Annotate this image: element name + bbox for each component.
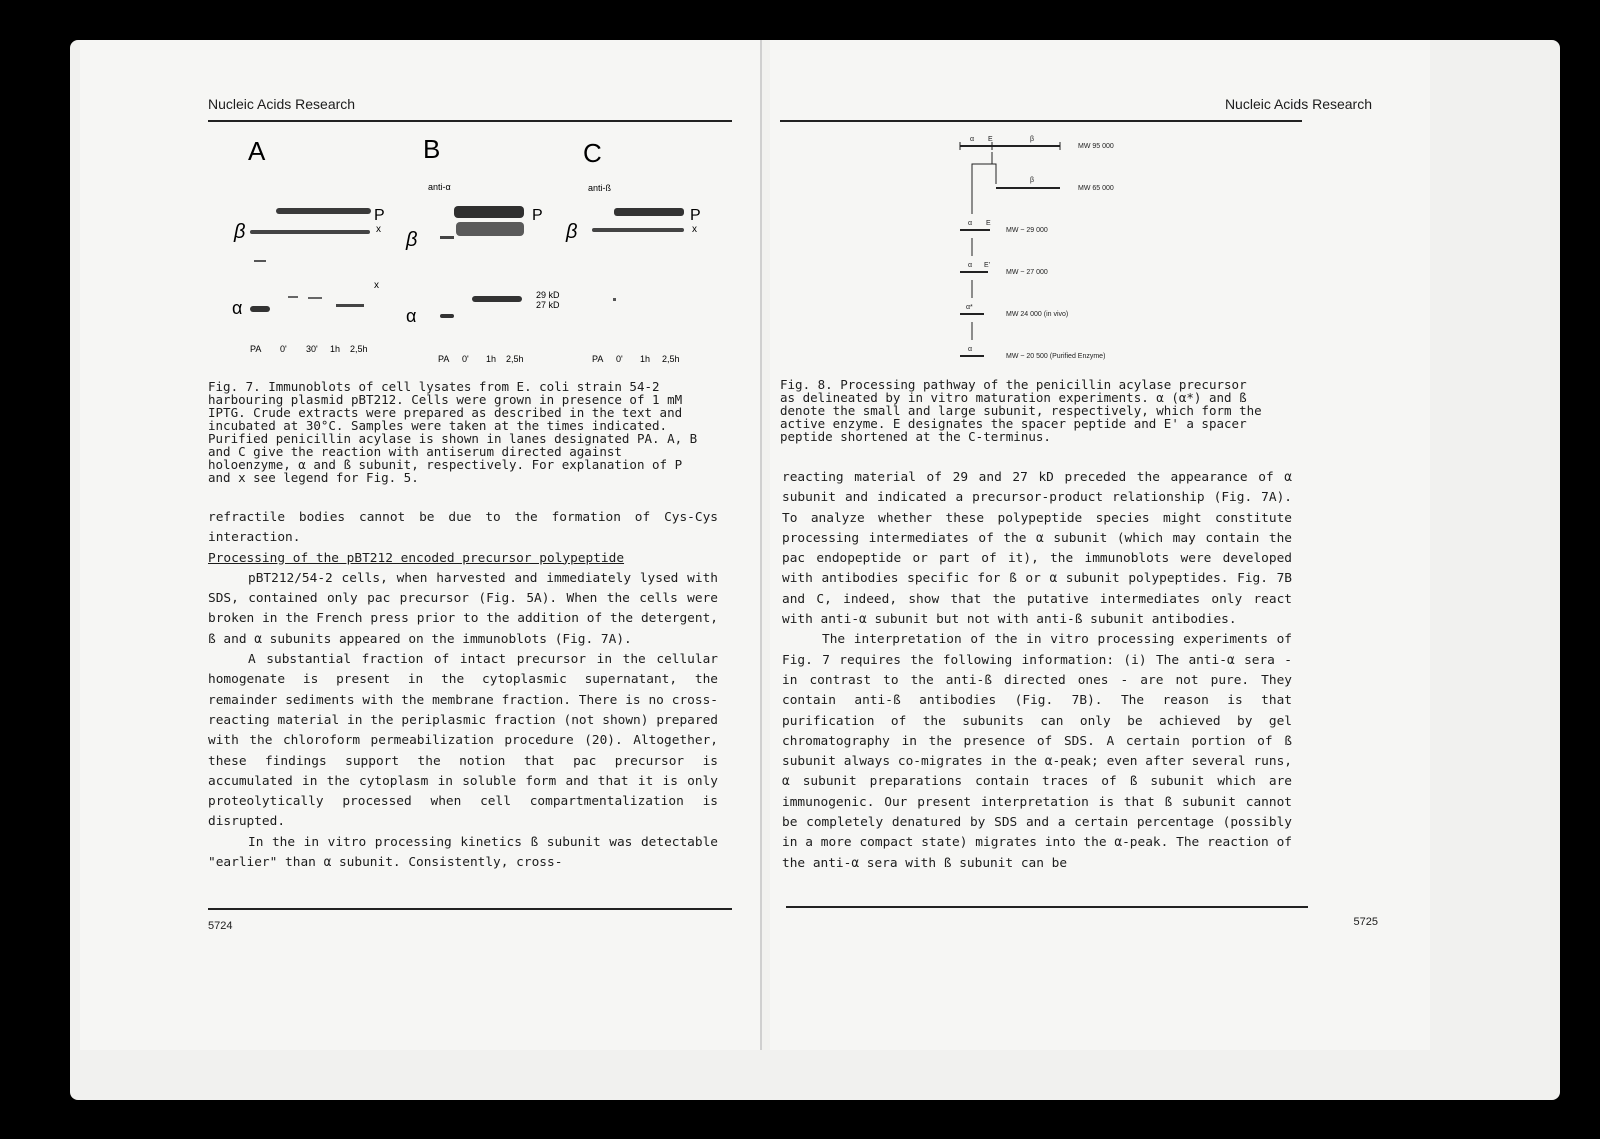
- symbol-alpha: α: [968, 346, 973, 353]
- panel-label-b: B: [423, 134, 441, 164]
- blot-panel-b: [440, 206, 524, 318]
- band-label-alpha-a: α: [232, 298, 243, 318]
- band-label-x-a2: x: [374, 280, 379, 291]
- symbol-alpha: α: [968, 262, 973, 269]
- paragraph: reacting material of 29 and 27 kD preceded the appearance of α subunit and indicated a precursor-product relationship (Fig. 7A). To analyze whether these polypeptide species might constitute processing intermediates of the α subunit (which may contain the pac endopeptide or part of it), the immunoblots were developed with antibodies specific for ß or α subunit polypeptides. Fig. 7B and C, indeed, show that the putative intermediates only react with anti-α subunit but not with anti-ß subunit antibodies.: [782, 470, 1292, 628]
- band-label-p-c: P: [690, 207, 701, 224]
- caption-line: denote the small and large subunit, respectively, which form the: [780, 403, 1262, 418]
- right-body-text: [782, 468, 1292, 874]
- lane-label: 0': [280, 344, 287, 354]
- panel-label-a: A: [248, 136, 266, 166]
- lane-label: PA: [592, 354, 604, 364]
- symbol-alpha: α: [968, 220, 973, 227]
- lane-label: PA: [250, 344, 262, 354]
- caption-line: as delineated by in vitro maturation experiments. α (α*) and ß: [780, 390, 1247, 405]
- mw-label-65000: MW 65 000: [1078, 185, 1114, 192]
- panel-label-c: C: [583, 138, 602, 168]
- symbol-e: E: [986, 220, 991, 227]
- left-body-text: [208, 508, 718, 873]
- band-label-beta-a: β: [234, 221, 246, 243]
- figure-7-caption: [208, 380, 728, 484]
- lane-label: 1h: [640, 354, 651, 364]
- mw-label-95000: MW 95 000: [1078, 143, 1114, 150]
- paragraph: A substantial fraction of intact precursor in the cellular homogenate is present in the cytoplasmic supernatant, the remainder sediments with the membrane fraction. There is no cross-reacting material in the periplasmic fraction (not shown) prepared with the chloroform permeabilization procedure (20). Altogether, these findings support the notion that pac precursor is accumulated in the cytoplasm in soluble form and that it is only proteolytically processed when cell compartmentalization is disrupted.: [208, 652, 718, 830]
- lane-label: 2,5h: [350, 344, 368, 354]
- blot-panel-a: [250, 208, 371, 312]
- lane-labels-c: [592, 354, 680, 364]
- footer-rule-left: [208, 908, 732, 910]
- band-label-beta-c: β: [566, 221, 578, 243]
- header-rule-right: [780, 120, 1302, 122]
- mw-label-27000: MW ~ 27 000: [1006, 269, 1048, 276]
- symbol-e: E: [988, 136, 993, 143]
- lane-label: 1h: [330, 344, 341, 354]
- symbol-alpha-star: α*: [966, 304, 973, 311]
- caption-line: holoenzyme, α and ß subunit, respectively. For explanation of P: [208, 457, 683, 472]
- caption-line: Purified penicillin acylase is shown in lanes designated PA. A, B: [208, 431, 698, 446]
- lane-label: 30': [306, 344, 318, 354]
- antibody-label-anti-beta: anti-ß: [588, 183, 612, 193]
- band-label-29kd: 29 kD: [536, 290, 560, 300]
- mw-label-29000: MW ~ 29 000: [1006, 227, 1048, 234]
- symbol-e-prime: E': [984, 262, 991, 269]
- antibody-label-anti-alpha: anti-α: [428, 182, 451, 192]
- blot-panel-c: [592, 208, 684, 301]
- page-number-right: 5725: [1353, 916, 1378, 928]
- lane-label: 1h: [486, 354, 497, 364]
- symbol-beta: β: [1030, 136, 1035, 143]
- caption-line: incubated at 30°C. Samples were taken at the times indicated.: [208, 418, 668, 433]
- journal-header-right: Nucleic Acids Research: [1224, 96, 1372, 112]
- right-page: [770, 40, 1430, 1050]
- caption-line: and C give the reaction with antiserum directed against: [208, 444, 622, 459]
- band-label-beta-b: β: [406, 229, 418, 251]
- band-label-x-a: x: [376, 224, 381, 235]
- caption-line: and x see legend for Fig. 5.: [208, 470, 419, 485]
- lane-label: 0': [616, 354, 623, 364]
- caption-line: peptide shortened at the C-terminus.: [780, 429, 1051, 444]
- section-title: Processing of the pBT212 encoded precursor polypeptide: [208, 550, 625, 566]
- mw-label-24000: MW 24 000 (in vivo): [1006, 311, 1069, 318]
- figure-8-processing-pathway: [950, 130, 1170, 370]
- mw-label-20500: MW ~ 20 500 (Purified Enzyme): [1006, 353, 1106, 360]
- lane-labels-a: [250, 344, 368, 354]
- paragraph: pBT212/54-2 cells, when harvested and immediately lysed with SDS, contained only pac precursor (Fig. 5A). When the cells were broken in the French press prior to the addition of the detergent, ß and α subunits appeared on the immunoblots (Fig. 7A).: [208, 570, 718, 647]
- left-page: [80, 40, 762, 1050]
- band-label-x-c: x: [692, 224, 697, 235]
- journal-header-left: Nucleic Acids Research: [208, 96, 356, 112]
- lane-label: 2,5h: [662, 354, 680, 364]
- lane-label: 0': [462, 354, 469, 364]
- band-label-p-b: P: [532, 207, 543, 224]
- caption-line: active enzyme. E designates the spacer peptide and E' a spacer: [780, 416, 1247, 431]
- page-number-left: 5724: [208, 920, 233, 932]
- footer-rule-right: [786, 906, 1308, 908]
- band-label-27kd: 27 kD: [536, 300, 560, 310]
- lane-label: PA: [438, 354, 450, 364]
- paragraph: The interpretation of the in vitro processing experiments of Fig. 7 requires the following information: (i) The anti-α sera - in contrast to the anti-ß directed ones - are not pure. They contain anti-ß antibodies (Fig. 7B). The reason is that purification of the subunits can only be achieved by gel chromatography in the presence of SDS. A certain portion of ß subunit always co-migrates in the α-peak; even after several runs, α subunit preparations contain traces of ß subunit which are immunogenic. Our present interpretation is that ß subunit cannot be completely denatured by SDS and a certain percentage (possibly in a more compact state) migrates into the α-peak. The reaction of the anti-α sera with ß subunit can be: [782, 632, 1292, 871]
- caption-line: IPTG. Crude extracts were prepared as described in the text and: [208, 405, 683, 420]
- band-label-alpha-b: α: [406, 306, 417, 326]
- figure-7-immunoblots: [228, 128, 708, 368]
- symbol-beta: β: [1030, 177, 1035, 184]
- band-label-p-a: P: [374, 207, 385, 224]
- page-spread: [70, 40, 1560, 1100]
- paragraph: In the in vitro processing kinetics ß subunit was detectable "earlier" than α subunit. Consistently, cross-: [208, 834, 718, 871]
- caption-line: Fig. 7. Immunoblots of cell lysates from E. coli strain 54-2: [208, 379, 660, 394]
- caption-line: Fig. 8. Processing pathway of the penicillin acylase precursor: [780, 377, 1247, 392]
- caption-line: harbouring plasmid pBT212. Cells were grown in presence of 1 mM: [208, 392, 683, 407]
- header-rule-left: [208, 120, 732, 122]
- lane-label: 2,5h: [506, 354, 524, 364]
- figure-8-caption: [780, 378, 1300, 443]
- symbol-alpha: α: [970, 136, 975, 143]
- paragraph: refractile bodies cannot be due to the formation of Cys-Cys interaction.: [208, 510, 718, 546]
- lane-labels-b: [438, 354, 524, 364]
